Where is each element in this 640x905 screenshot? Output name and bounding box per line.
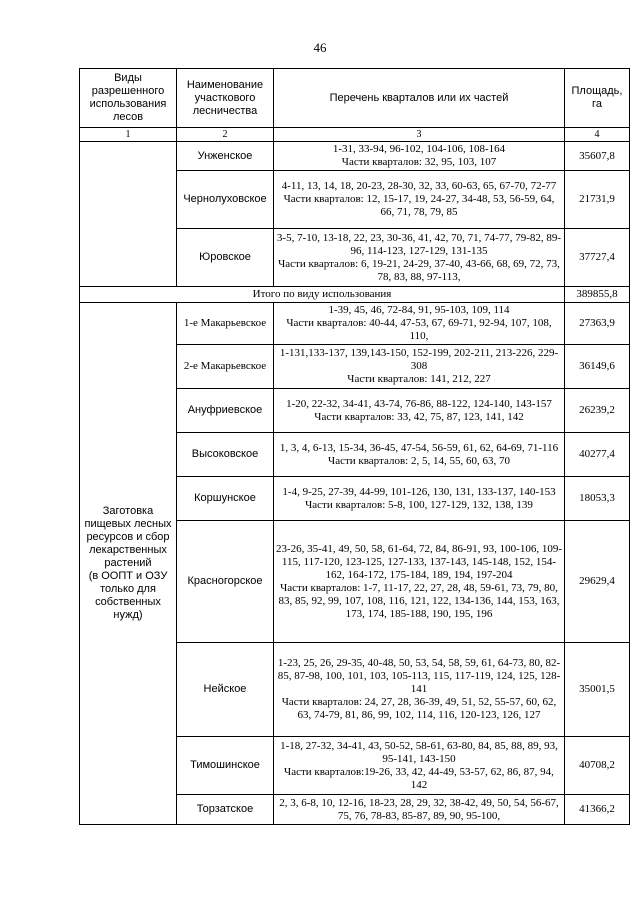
quarters-line: 1, 3, 4, 6-13, 15-34, 36-45, 47-54, 56-59, 61, 62, 64-69, 71-116	[279, 441, 559, 454]
usage-type-note: (в ООПТ и ОЗУ только для собственных нужд)	[88, 570, 168, 621]
forestry-name: Высоковское	[177, 433, 274, 477]
quarters-cell	[274, 433, 565, 477]
quarters-line: Части кварталов: 5-8, 100, 127-129, 132, 138, 139	[305, 498, 533, 511]
quarters-cell	[274, 477, 565, 521]
forestry-name: Тимошинское	[177, 737, 274, 795]
quarters-line: 4-11, 13, 14, 18, 20-23, 28-30, 32, 33, 60-63, 65, 67-70, 72-77	[281, 180, 557, 192]
quarters-line: 1-39, 45, 46, 72-84, 91, 95-103, 109, 114	[328, 304, 510, 316]
usage-cell-empty	[80, 142, 177, 287]
table-row	[80, 142, 630, 171]
area-value: 40277,4	[565, 433, 630, 477]
header-usage: Виды разрешенного использования лесов	[80, 69, 177, 128]
quarters-cell	[274, 795, 565, 825]
area-value: 27363,9	[565, 303, 630, 345]
quarters-cell	[274, 737, 565, 795]
quarters-line: Части кварталов: 2, 5, 14, 55, 60, 63, 70	[328, 454, 510, 467]
quarters-cell	[274, 389, 565, 433]
quarters-cell	[274, 521, 565, 643]
total-area: 389855,8	[565, 287, 630, 303]
area-value: 37727,4	[565, 229, 630, 287]
header-forestry: Наименование участкового лесничества	[177, 69, 274, 128]
header-quarters: Перечень кварталов или их частей	[274, 69, 565, 128]
forestry-name: Торзатское	[177, 795, 274, 825]
forest-usage-table	[79, 68, 630, 825]
forestry-name: 1-е Макарьевское	[177, 303, 274, 345]
quarters-line: Части кварталов: 6, 19-21, 24-29, 37-40, 43-66, 68, 69, 72, 73, 78, 83, 88, 97-113,	[278, 257, 560, 283]
column-number: 1	[80, 128, 177, 142]
quarters-line: 1-18, 27-32, 34-41, 43, 50-52, 58-61, 63-80, 84, 85, 88, 89, 93, 95-141, 143-150	[280, 739, 558, 765]
usage-type-label: Заготовка пищевых лесных ресурсов и сбор лекарственных растений	[84, 505, 172, 569]
quarters-line: 1-4, 9-25, 27-39, 44-99, 101-126, 130, 131, 133-137, 140-153	[282, 485, 556, 498]
quarters-cell	[274, 303, 565, 345]
quarters-line: 1-23, 25, 26, 29-35, 40-48, 50, 53, 54, 58, 59, 61, 64-73, 80, 82-85, 87-98, 100, 101, 103, 105-113, 115, 117-119, 124, 125, 128-141	[277, 657, 561, 695]
column-number: 3	[274, 128, 565, 142]
quarters-line: 2, 3, 6-8, 10, 12-16, 18-23, 28, 29, 32, 38-42, 49, 50, 54, 56-67, 75, 76, 78-83, 85-87, 89, 90, 95-100,	[279, 796, 559, 822]
quarters-cell	[274, 171, 565, 229]
area-value: 26239,2	[565, 389, 630, 433]
header-area: Площадь, га	[565, 69, 630, 128]
quarters-line: Части кварталов: 40-44, 47-53, 67, 69-71, 92-94, 107, 108, 110,	[286, 317, 552, 342]
quarters-line: 3-5, 7-10, 13-18, 22, 23, 30-36, 41, 42, 70, 71, 74-77, 79-82, 89-96, 114-123, 127-129, 131-135	[276, 231, 562, 257]
quarters-line: Части кварталов: 1-7, 11-17, 22, 27, 28, 48, 59-61, 73, 79, 80, 83, 85, 92, 99, 107, 108, 116, 121, 122, 134-136, 144, 153, 163, 173, 174, 185-188, 190, 195, 196	[278, 581, 560, 620]
page-number: 46	[313, 40, 327, 55]
column-number-row	[80, 128, 630, 142]
quarters-line: 23-26, 35-41, 49, 50, 58, 61-64, 72, 84, 86-91, 93, 100-106, 109-115, 117-120, 123-125, 127-133, 137-143, 145-148, 152, 154-162, 164-172, 175-184, 189, 194, 197-204	[276, 542, 562, 581]
header-row	[80, 69, 630, 128]
area-value: 18053,3	[565, 477, 630, 521]
quarters-line: 1-20, 22-32, 34-41, 43-74, 76-86, 88-122, 124-140, 143-157	[286, 397, 552, 410]
forestry-name: Нейское	[177, 643, 274, 737]
usage-type-cell	[80, 303, 177, 825]
quarters-line: Части кварталов:19-26, 33, 42, 44-49, 53-57, 62, 86, 87, 94, 142	[284, 765, 554, 791]
forestry-name: Унженское	[177, 142, 274, 171]
area-value: 41366,2	[565, 795, 630, 825]
forestry-name: 2-е Макарьевское	[177, 345, 274, 389]
quarters-line: Части кварталов: 33, 42, 75, 87, 123, 141, 142	[314, 410, 524, 423]
forestry-name: Коршунское	[177, 477, 274, 521]
quarters-line: Части кварталов: 24, 27, 28, 36-39, 49, 51, 52, 55-57, 60, 62, 63, 74-79, 81, 86, 99, 102, 114, 116, 120-123, 126, 127	[281, 696, 557, 721]
area-value: 36149,6	[565, 345, 630, 389]
table-row	[80, 303, 630, 345]
quarters-cell	[274, 142, 565, 171]
forestry-name: Чернолуховское	[177, 171, 274, 229]
area-value: 21731,9	[565, 171, 630, 229]
forestry-name: Ануфриевское	[177, 389, 274, 433]
area-value: 40708,2	[565, 737, 630, 795]
quarters-cell	[274, 643, 565, 737]
forestry-name: Юровское	[177, 229, 274, 287]
area-value: 35001,5	[565, 643, 630, 737]
quarters-line: Части кварталов: 12, 15-17, 19, 24-27, 34-48, 53, 56-59, 64, 66, 71, 78, 79, 85	[283, 193, 555, 218]
quarters-line: 1-131,133-137, 139,143-150, 152-199, 202-211, 213-226, 229-308	[279, 347, 559, 372]
column-number: 2	[177, 128, 274, 142]
quarters-cell	[274, 345, 565, 389]
quarters-cell	[274, 229, 565, 287]
total-row	[80, 287, 630, 303]
quarters-line: Части кварталов: 141, 212, 227	[347, 373, 491, 385]
total-label: Итого по виду использования	[80, 287, 565, 303]
quarters-line: Части кварталов: 32, 95, 103, 107	[341, 156, 497, 168]
quarters-line: 1-31, 33-94, 96-102, 104-106, 108-164	[332, 143, 506, 155]
area-value: 35607,8	[565, 142, 630, 171]
forestry-name: Красногорское	[177, 521, 274, 643]
column-number: 4	[565, 128, 630, 142]
area-value: 29629,4	[565, 521, 630, 643]
